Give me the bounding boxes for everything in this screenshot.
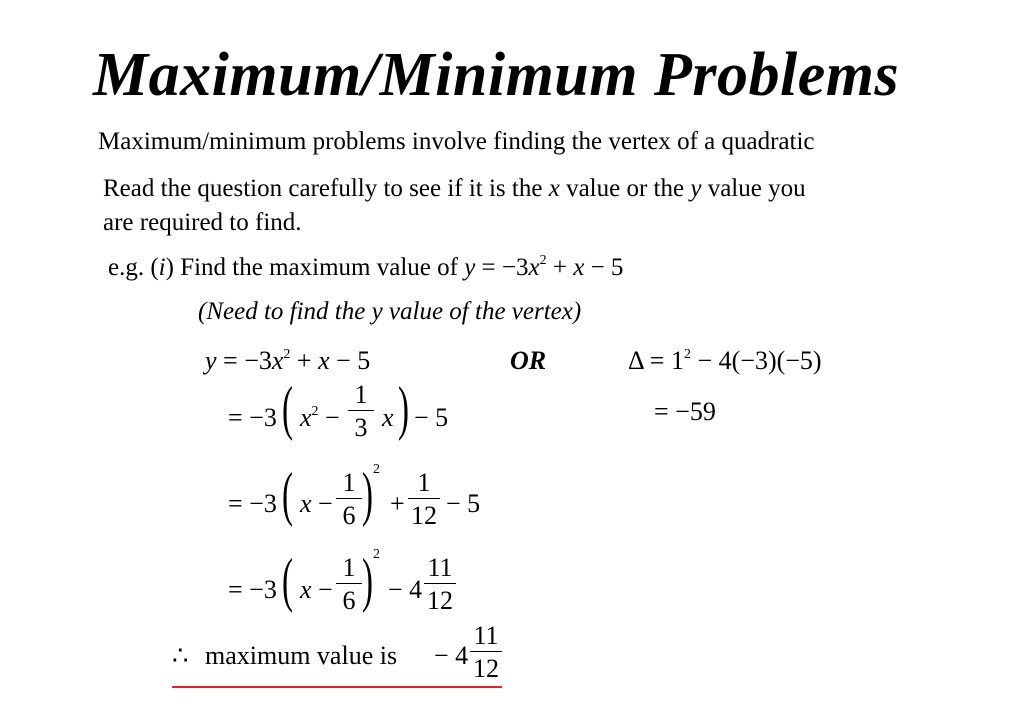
instruction-line-2: are required to find. <box>103 209 302 236</box>
or-label: OR <box>510 346 547 375</box>
discriminant-line <box>628 346 822 376</box>
step3-exp: 2 <box>373 462 380 477</box>
step3-fraction <box>336 469 362 529</box>
step3-plus: + <box>390 489 405 518</box>
example-eq-y: y <box>464 254 476 281</box>
step1-exp: 2 <box>283 347 291 362</box>
step3-x: x <box>300 489 312 518</box>
instruction-line-1 <box>103 175 806 203</box>
step4-paren-left: ( <box>282 547 293 613</box>
step4-num: 1 <box>342 553 356 582</box>
instruction-text-c: value you <box>701 175 806 202</box>
step4-frac2-bar <box>424 583 456 584</box>
instruction-text-a: Read the question carefully to see if it is the <box>103 175 549 202</box>
step4-den: 6 <box>342 586 356 615</box>
step1-x: x <box>271 346 284 375</box>
instruction-y: y <box>690 175 702 202</box>
step3-lead: = −3 <box>228 489 277 518</box>
example-eq-x: x <box>528 254 540 281</box>
example-eq-x2: x <box>573 254 585 281</box>
step3-den: 6 <box>342 501 356 530</box>
example-eq-exp: 2 <box>539 253 547 268</box>
instruction-x: x <box>548 175 560 202</box>
example-lead-close: ) Find the maximum value of <box>165 254 465 281</box>
example-lead: e.g. ( <box>108 254 159 281</box>
answer-underline <box>172 686 502 688</box>
step3-paren-left: ( <box>282 461 293 527</box>
step3-frac2-bar <box>408 498 440 499</box>
step3-tail: − 5 <box>446 489 481 518</box>
step4-frac-bar <box>336 583 362 584</box>
step3-num2: 1 <box>417 468 431 497</box>
step4-x: x <box>300 575 312 604</box>
step2-paren-right: ) <box>398 375 409 441</box>
step2-tail: − 5 <box>414 403 449 432</box>
hint-text: (Need to find the y value of the vertex) <box>198 298 582 325</box>
step3-num: 1 <box>342 468 356 497</box>
step2-inner <box>300 403 340 433</box>
step1-tail: − 5 <box>329 346 371 375</box>
slide-title: Maximum/Minimum Problems <box>93 41 900 109</box>
example-statement <box>108 254 623 282</box>
instruction-text-b: value or the <box>559 175 691 202</box>
intro-text: Maximum/minimum problems involve finding the vertex of a quadratic <box>98 128 815 155</box>
delta-rhs: − 4(−3)(−5) <box>690 346 822 375</box>
example-eq-tail: − 5 <box>584 254 624 281</box>
discriminant-result: = −59 <box>654 397 716 426</box>
conclusion-fraction <box>470 622 502 682</box>
delta-exp: 2 <box>683 347 691 362</box>
step4-inner <box>300 575 333 605</box>
step2-x2: x <box>382 403 394 432</box>
step3-paren-right: ) <box>362 461 373 527</box>
step2-exp: 2 <box>311 404 319 419</box>
step4-minus: − <box>311 575 333 604</box>
step2-num: 1 <box>354 380 368 409</box>
step3-fraction-2 <box>408 469 440 529</box>
step1-y: y <box>205 346 217 375</box>
therefore-symbol: ∴ <box>172 641 189 670</box>
step1-plus: + <box>290 346 319 375</box>
conclusion-den: 12 <box>473 654 499 683</box>
step3-den2: 12 <box>411 501 437 530</box>
step4-exp: 2 <box>373 547 380 562</box>
step4-fraction-2 <box>424 554 456 614</box>
step2-den: 3 <box>354 413 368 442</box>
step2-paren-left: ( <box>282 375 293 441</box>
conclusion-num: 11 <box>473 621 499 650</box>
step2-lead: = −3 <box>228 403 277 432</box>
step4-num2: 11 <box>427 553 453 582</box>
example-eq-rhs: = −3 <box>475 254 529 281</box>
step4-tail: − 4 <box>388 575 423 604</box>
step4-lead: = −3 <box>228 575 277 604</box>
step2-frac-bar <box>348 410 374 411</box>
step3-inner <box>300 489 333 519</box>
conclusion-value: − 4 <box>434 641 469 670</box>
step4-den2: 12 <box>427 586 453 615</box>
step1-x2: x <box>318 346 330 375</box>
step4-fraction <box>336 554 362 614</box>
step3-frac-bar <box>336 498 362 499</box>
step3-minus: − <box>311 489 333 518</box>
example-part: i <box>158 254 166 281</box>
step1-eq: = −3 <box>216 346 272 375</box>
conclusion-text: maximum value is <box>205 641 398 670</box>
step2-minus: − <box>318 403 340 432</box>
step2-x: x <box>300 403 312 432</box>
example-eq-plus: + <box>546 254 574 281</box>
step-1 <box>205 346 370 376</box>
delta-lhs: Δ = 1 <box>628 346 684 375</box>
conclusion-frac-bar <box>470 651 502 652</box>
step4-paren-right: ) <box>362 547 373 613</box>
step2-fraction <box>348 381 374 441</box>
